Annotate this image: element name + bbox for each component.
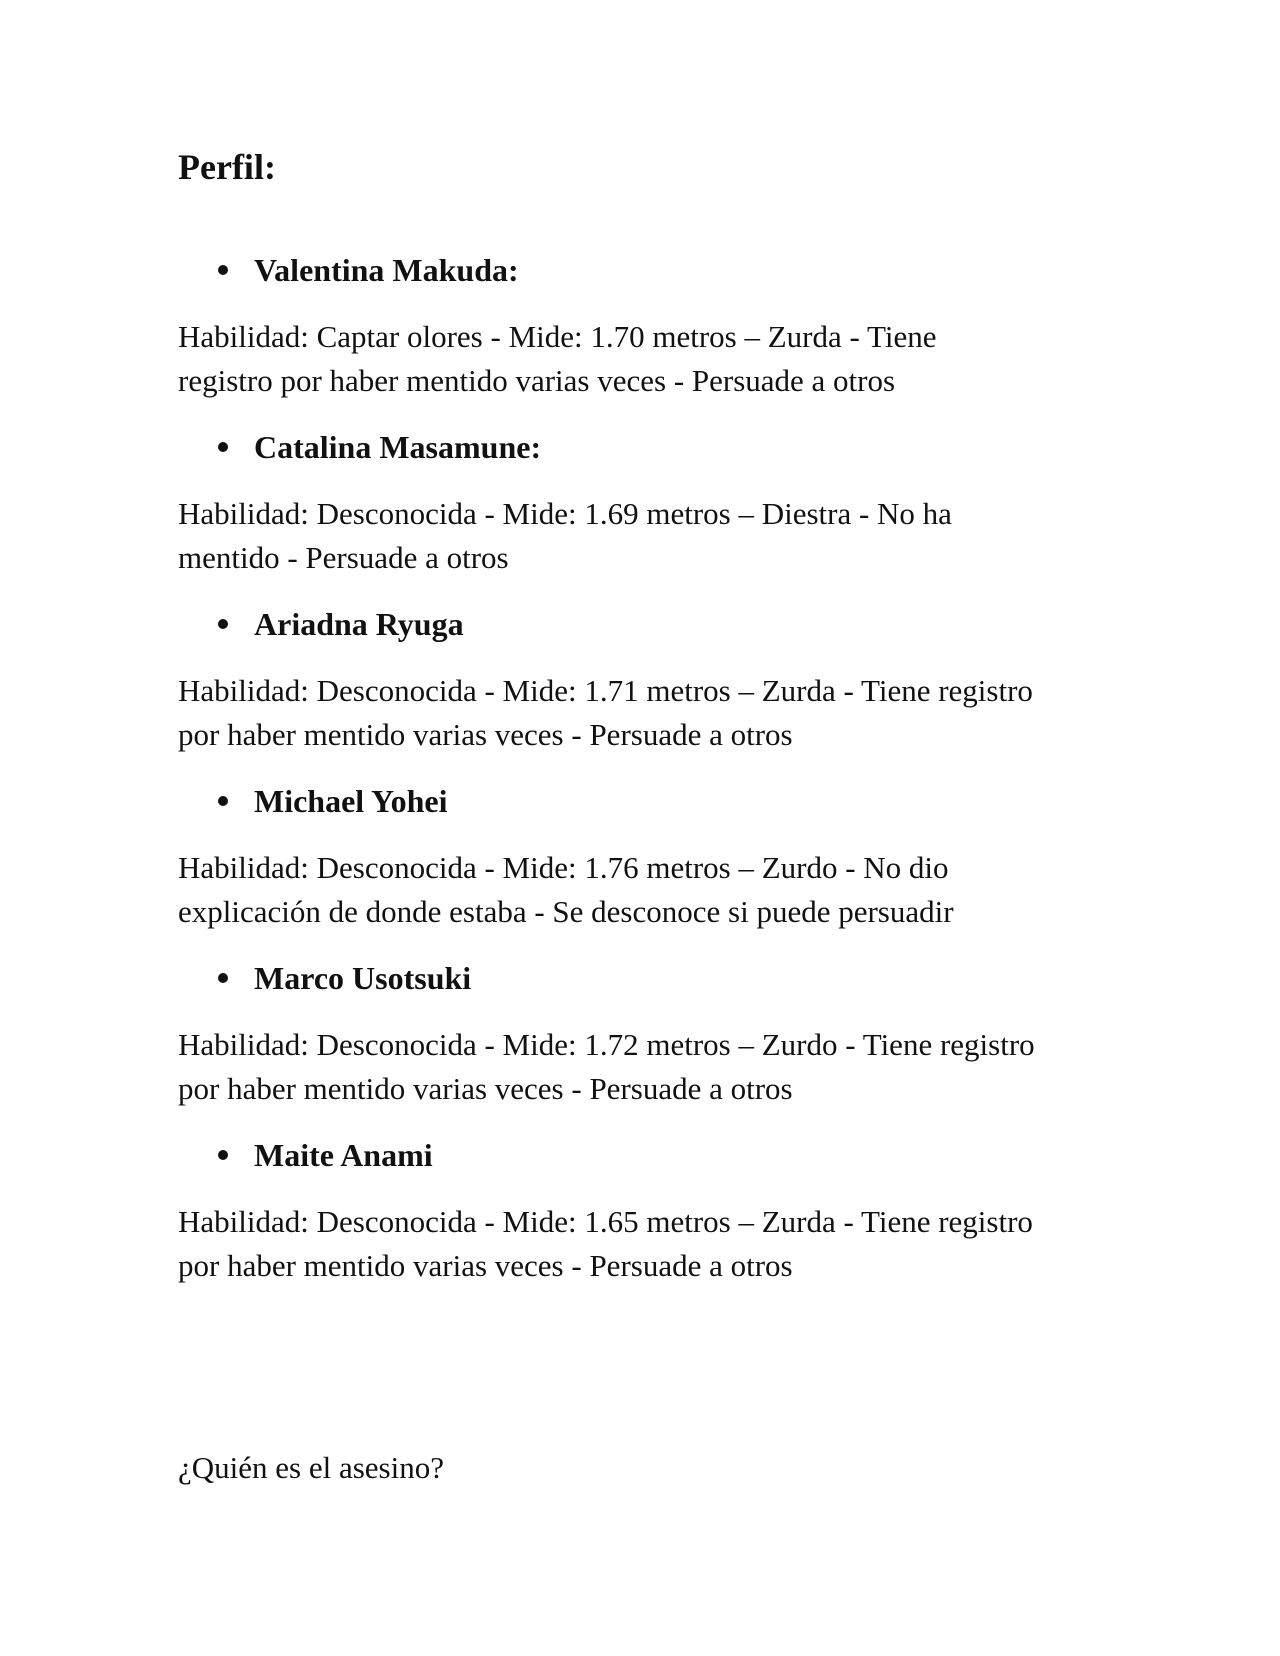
profile-description: Habilidad: Captar olores - Mide: 1.70 metros – Zurda - Tiene registro por haber mentido varias veces - Persuade a otros [178,319,937,398]
bullet-icon [218,265,228,275]
profile-item [178,427,1058,604]
bullet-icon [218,1150,228,1160]
profile-name: Ariadna Ryuga [254,606,464,642]
closing-question: ¿Quién es el asesino? [178,1450,444,1485]
profile-heading [178,1135,433,1175]
profile-name: Maite Anami [254,1137,433,1173]
profile-name: Valentina Makuda: [254,252,519,288]
profile-heading [178,958,471,998]
profile-list [178,250,1058,1312]
profile-name: Michael Yohei [254,783,448,819]
profile-heading [178,604,464,644]
bullet-icon [218,973,228,983]
page-title: Perfil: [178,147,276,187]
profile-item [178,781,1058,958]
profile-description: Habilidad: Desconocida - Mide: 1.69 metros – Diestra - No ha mentido - Persuade a otros [178,496,952,575]
profile-item [178,250,1058,427]
bullet-icon [218,442,228,452]
profile-name: Catalina Masamune: [254,429,542,465]
profile-item [178,1135,1058,1312]
profile-heading [178,250,519,290]
bullet-icon [218,796,228,806]
profile-description: Habilidad: Desconocida - Mide: 1.71 metros – Zurda - Tiene registro por haber mentido varias veces - Persuade a otros [178,673,1033,752]
profile-item [178,958,1058,1135]
profile-item [178,604,1058,781]
profile-heading [178,781,447,821]
profile-description: Habilidad: Desconocida - Mide: 1.76 metros – Zurdo - No dio explicación de donde estaba - Se desconoce si puede persuadir [178,850,954,929]
bullet-icon [218,619,228,629]
profile-description: Habilidad: Desconocida - Mide: 1.65 metros – Zurda - Tiene registro por haber mentido varias veces - Persuade a otros [178,1204,1033,1283]
profile-heading [178,427,541,467]
profile-description: Habilidad: Desconocida - Mide: 1.72 metros – Zurdo - Tiene registro por haber mentido varias veces - Persuade a otros [178,1027,1035,1106]
profile-name: Marco Usotsuki [254,960,472,996]
